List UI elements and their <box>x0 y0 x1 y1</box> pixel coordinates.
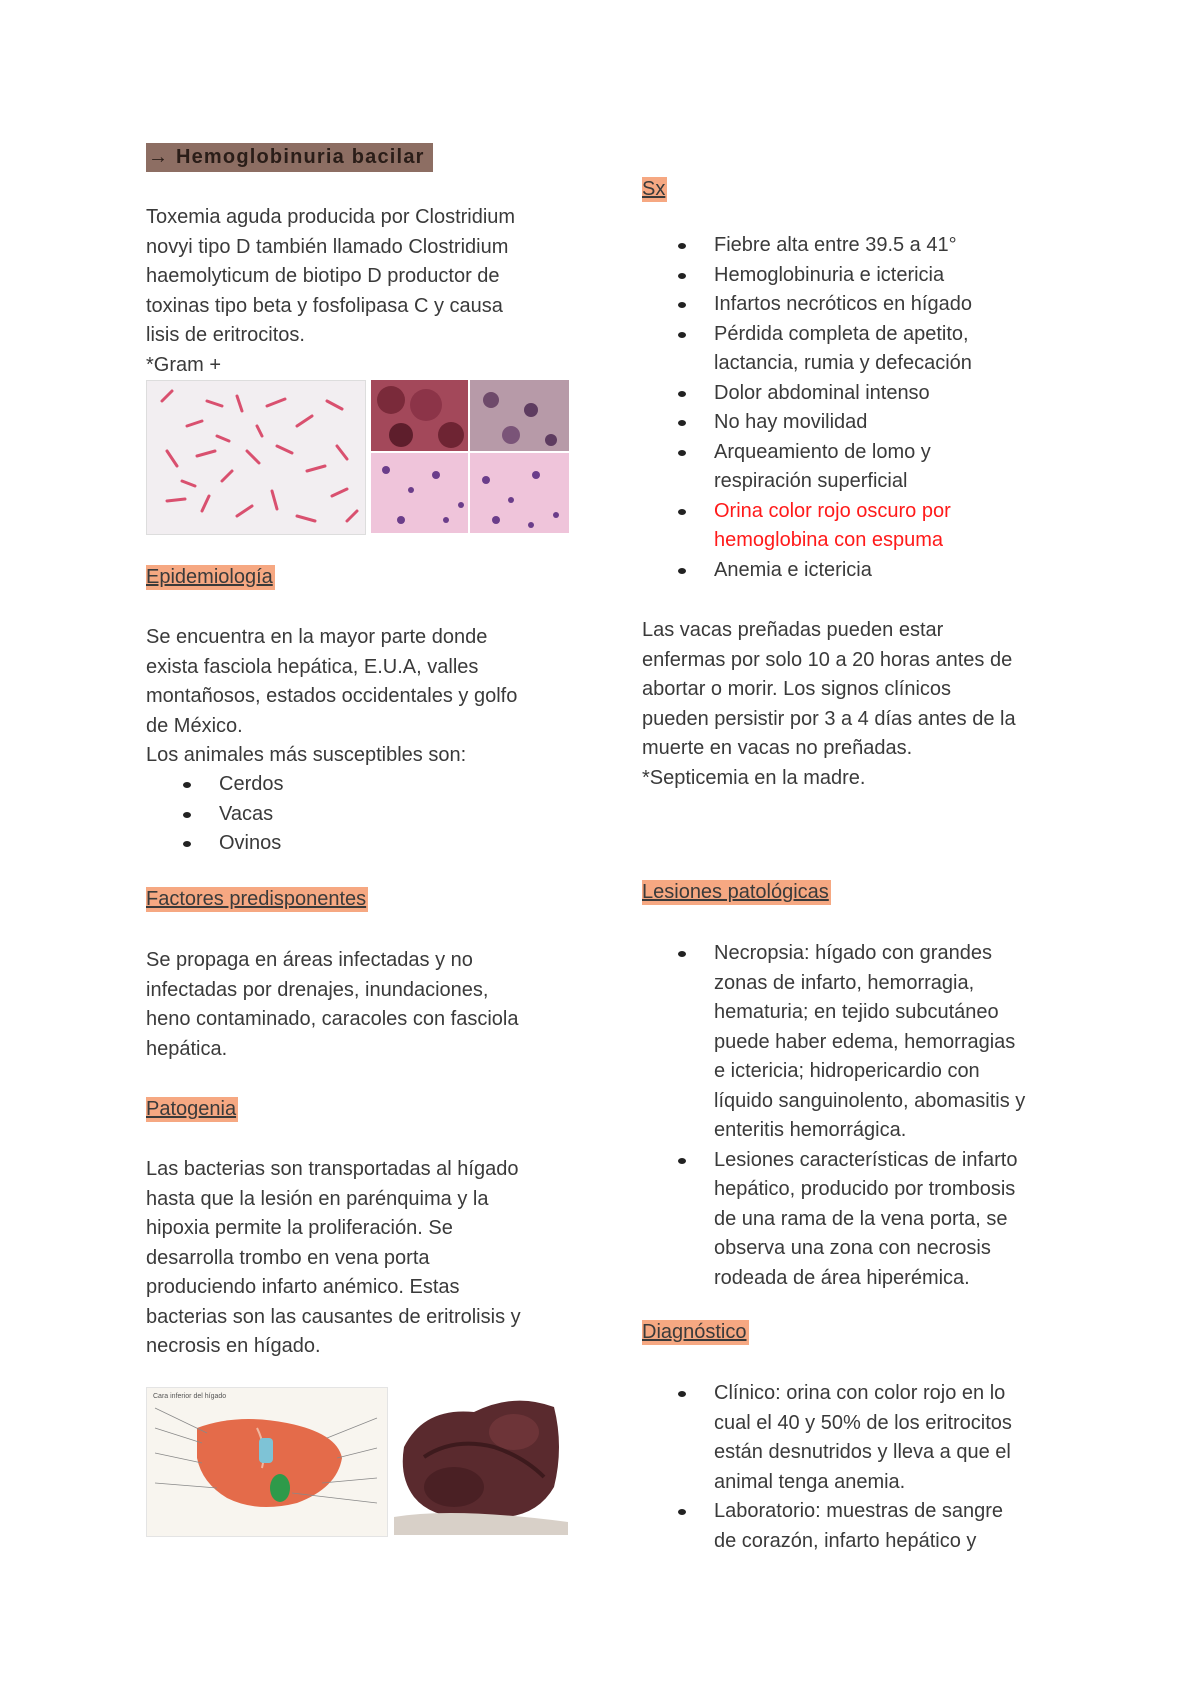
text-line: hepática. <box>146 1037 228 1060</box>
text-line: Se encuentra en la mayor parte donde <box>146 626 488 648</box>
text-line: hipoxia permite la proliferación. Se <box>146 1217 453 1239</box>
heading-epidemiologia: Epidemiología <box>146 566 273 588</box>
text-line: hemoglobina con espuma <box>714 529 944 551</box>
text-line: lactancia, rumia y defecación <box>714 352 972 374</box>
bacteria-micrograph <box>146 380 366 535</box>
text-line: bacterias son las causantes de eritrolisis y <box>146 1305 521 1328</box>
list-item <box>714 231 1114 261</box>
liver-necropsy-photo <box>394 1387 568 1535</box>
text-line: de México. <box>146 714 243 737</box>
text-line: respiración superficial <box>714 470 908 492</box>
text-line: pueden persistir por 3 a 4 días antes de la <box>642 707 1016 730</box>
list-item: Cerdos <box>219 770 283 800</box>
heading-factores: Factores predisponentes <box>146 888 367 910</box>
text-line: haemolyticum de biotipo D productor de <box>146 265 500 287</box>
text-line: enfermas por solo 10 a 20 horas antes de <box>642 648 1013 671</box>
diagnostico-list <box>714 1379 1114 1556</box>
text-line: heno contaminado, caracoles con fasciola <box>146 1008 519 1030</box>
text-line: toxinas tipo beta y fosfolipasa C y causa <box>146 294 503 317</box>
text-line: Anemia e ictericia <box>714 558 872 581</box>
intro-paragraph <box>146 203 586 380</box>
list-item <box>714 556 1114 586</box>
text-line: cual el 40 y 50% de los eritrocitos <box>714 1411 1012 1434</box>
text-line: Lesiones características de infarto <box>714 1148 1018 1171</box>
sx-list <box>714 231 1114 585</box>
text-line: Pérdida completa de apetito, <box>714 322 969 345</box>
text-line: hematuria; en tejido subcutáneo <box>714 1001 999 1023</box>
text-line: de corazón, infarto hepático y <box>714 1529 977 1552</box>
text-line: Orina color rojo oscuro por <box>714 499 951 522</box>
list-item <box>714 1497 1114 1556</box>
list-item <box>714 261 1114 291</box>
text-line: hasta que la lesión en parénquima y la <box>146 1187 489 1210</box>
text-line: Fiebre alta entre 39.5 a 41° <box>714 234 957 256</box>
lesiones-list <box>714 939 1114 1293</box>
heading-lesiones: Lesiones patológicas <box>642 881 829 903</box>
text-line: Infartos necróticos en hígado <box>714 293 972 315</box>
list-item: Ovinos <box>219 829 283 859</box>
text-line: líquido sanguinolento, abomasitis y <box>714 1089 1026 1112</box>
diagram-title: Cara inferior del hígado <box>153 1393 227 1400</box>
list-item <box>714 1146 1114 1294</box>
text-line: Hemoglobinuria e ictericia <box>714 263 945 286</box>
list-item <box>714 939 1114 1146</box>
patogenia-paragraph <box>146 1155 586 1362</box>
text-line: hepático, producido por trombosis <box>714 1178 1016 1200</box>
list-item-highlight <box>714 497 1114 556</box>
heading-diagnostico: Diagnóstico <box>642 1321 747 1343</box>
text-line: montañosos, estados occidentales y golfo <box>146 685 518 707</box>
text-line: No hay movilidad <box>714 411 868 433</box>
list-item <box>714 438 1114 497</box>
text-line: e ictericia; hidropericardio con <box>714 1060 980 1082</box>
heading-patogenia: Patogenia <box>146 1098 237 1120</box>
text-line: Laboratorio: muestras de sangre <box>714 1500 1004 1522</box>
text-line: enteritis hemorrágica. <box>714 1119 907 1141</box>
text-line: Toxemia aguda producida por Clostridium <box>146 206 516 228</box>
text-line: novyi tipo D también llamado Clostridium <box>146 235 509 258</box>
text-line: exista fasciola hepática, E.U.A, valles <box>146 655 479 678</box>
histology-micrograph <box>371 380 569 533</box>
animals-list <box>219 770 283 859</box>
text-line: Necropsia: hígado con grandes <box>714 942 992 964</box>
text-line: Los animales más susceptibles son: <box>146 744 467 766</box>
text-line: de una rama de la vena porta, se <box>714 1207 1008 1230</box>
text-line: Arqueamiento de lomo y <box>714 440 931 463</box>
liver-anatomy-diagram <box>146 1387 388 1537</box>
list-item <box>714 1379 1114 1497</box>
text-line: puede haber edema, hemorragias <box>714 1030 1016 1053</box>
text-line: produciendo infarto anémico. Estas <box>146 1276 460 1298</box>
text-line: muerte en vacas no preñadas. <box>642 737 913 759</box>
text-line: animal tenga anemia. <box>714 1470 906 1493</box>
text-line: Las bacterias son transportadas al hígado <box>146 1158 519 1180</box>
text-line: *Gram + <box>146 353 222 376</box>
list-item: Vacas <box>219 800 283 830</box>
text-line: Clínico: orina con color rojo en lo <box>714 1382 1006 1404</box>
text-line: Se propaga en áreas infectadas y no <box>146 949 473 971</box>
heading-sx: Sx <box>642 178 666 200</box>
list-item <box>714 320 1114 379</box>
factores-paragraph <box>146 946 586 1064</box>
list-item <box>714 290 1114 320</box>
text-line: necrosis en hígado. <box>146 1335 321 1357</box>
list-item <box>714 379 1114 409</box>
epidemiologia-paragraph <box>146 623 586 771</box>
text-line: lisis de eritrocitos. <box>146 324 305 346</box>
text-line: desarrolla trombo en vena porta <box>146 1246 430 1269</box>
text-line: Dolor abdominal intenso <box>714 381 930 404</box>
text-line: *Septicemia en la madre. <box>642 766 866 789</box>
text-line: están desnutridos y lleva a que el <box>714 1441 1011 1463</box>
text-line: observa una zona con necrosis <box>714 1237 991 1259</box>
text-line: abortar o morir. Los signos clínicos <box>642 678 952 700</box>
list-item <box>714 408 1114 438</box>
text-line: zonas de infarto, hemorragia, <box>714 971 975 994</box>
text-line: rodeada de área hiperémica. <box>714 1266 970 1289</box>
text-line: Las vacas preñadas pueden estar <box>642 619 944 641</box>
document-title: → Hemoglobinuria bacilar <box>146 143 433 172</box>
sx-paragraph <box>642 616 1092 793</box>
text-line: infectadas por drenajes, inundaciones, <box>146 978 489 1001</box>
